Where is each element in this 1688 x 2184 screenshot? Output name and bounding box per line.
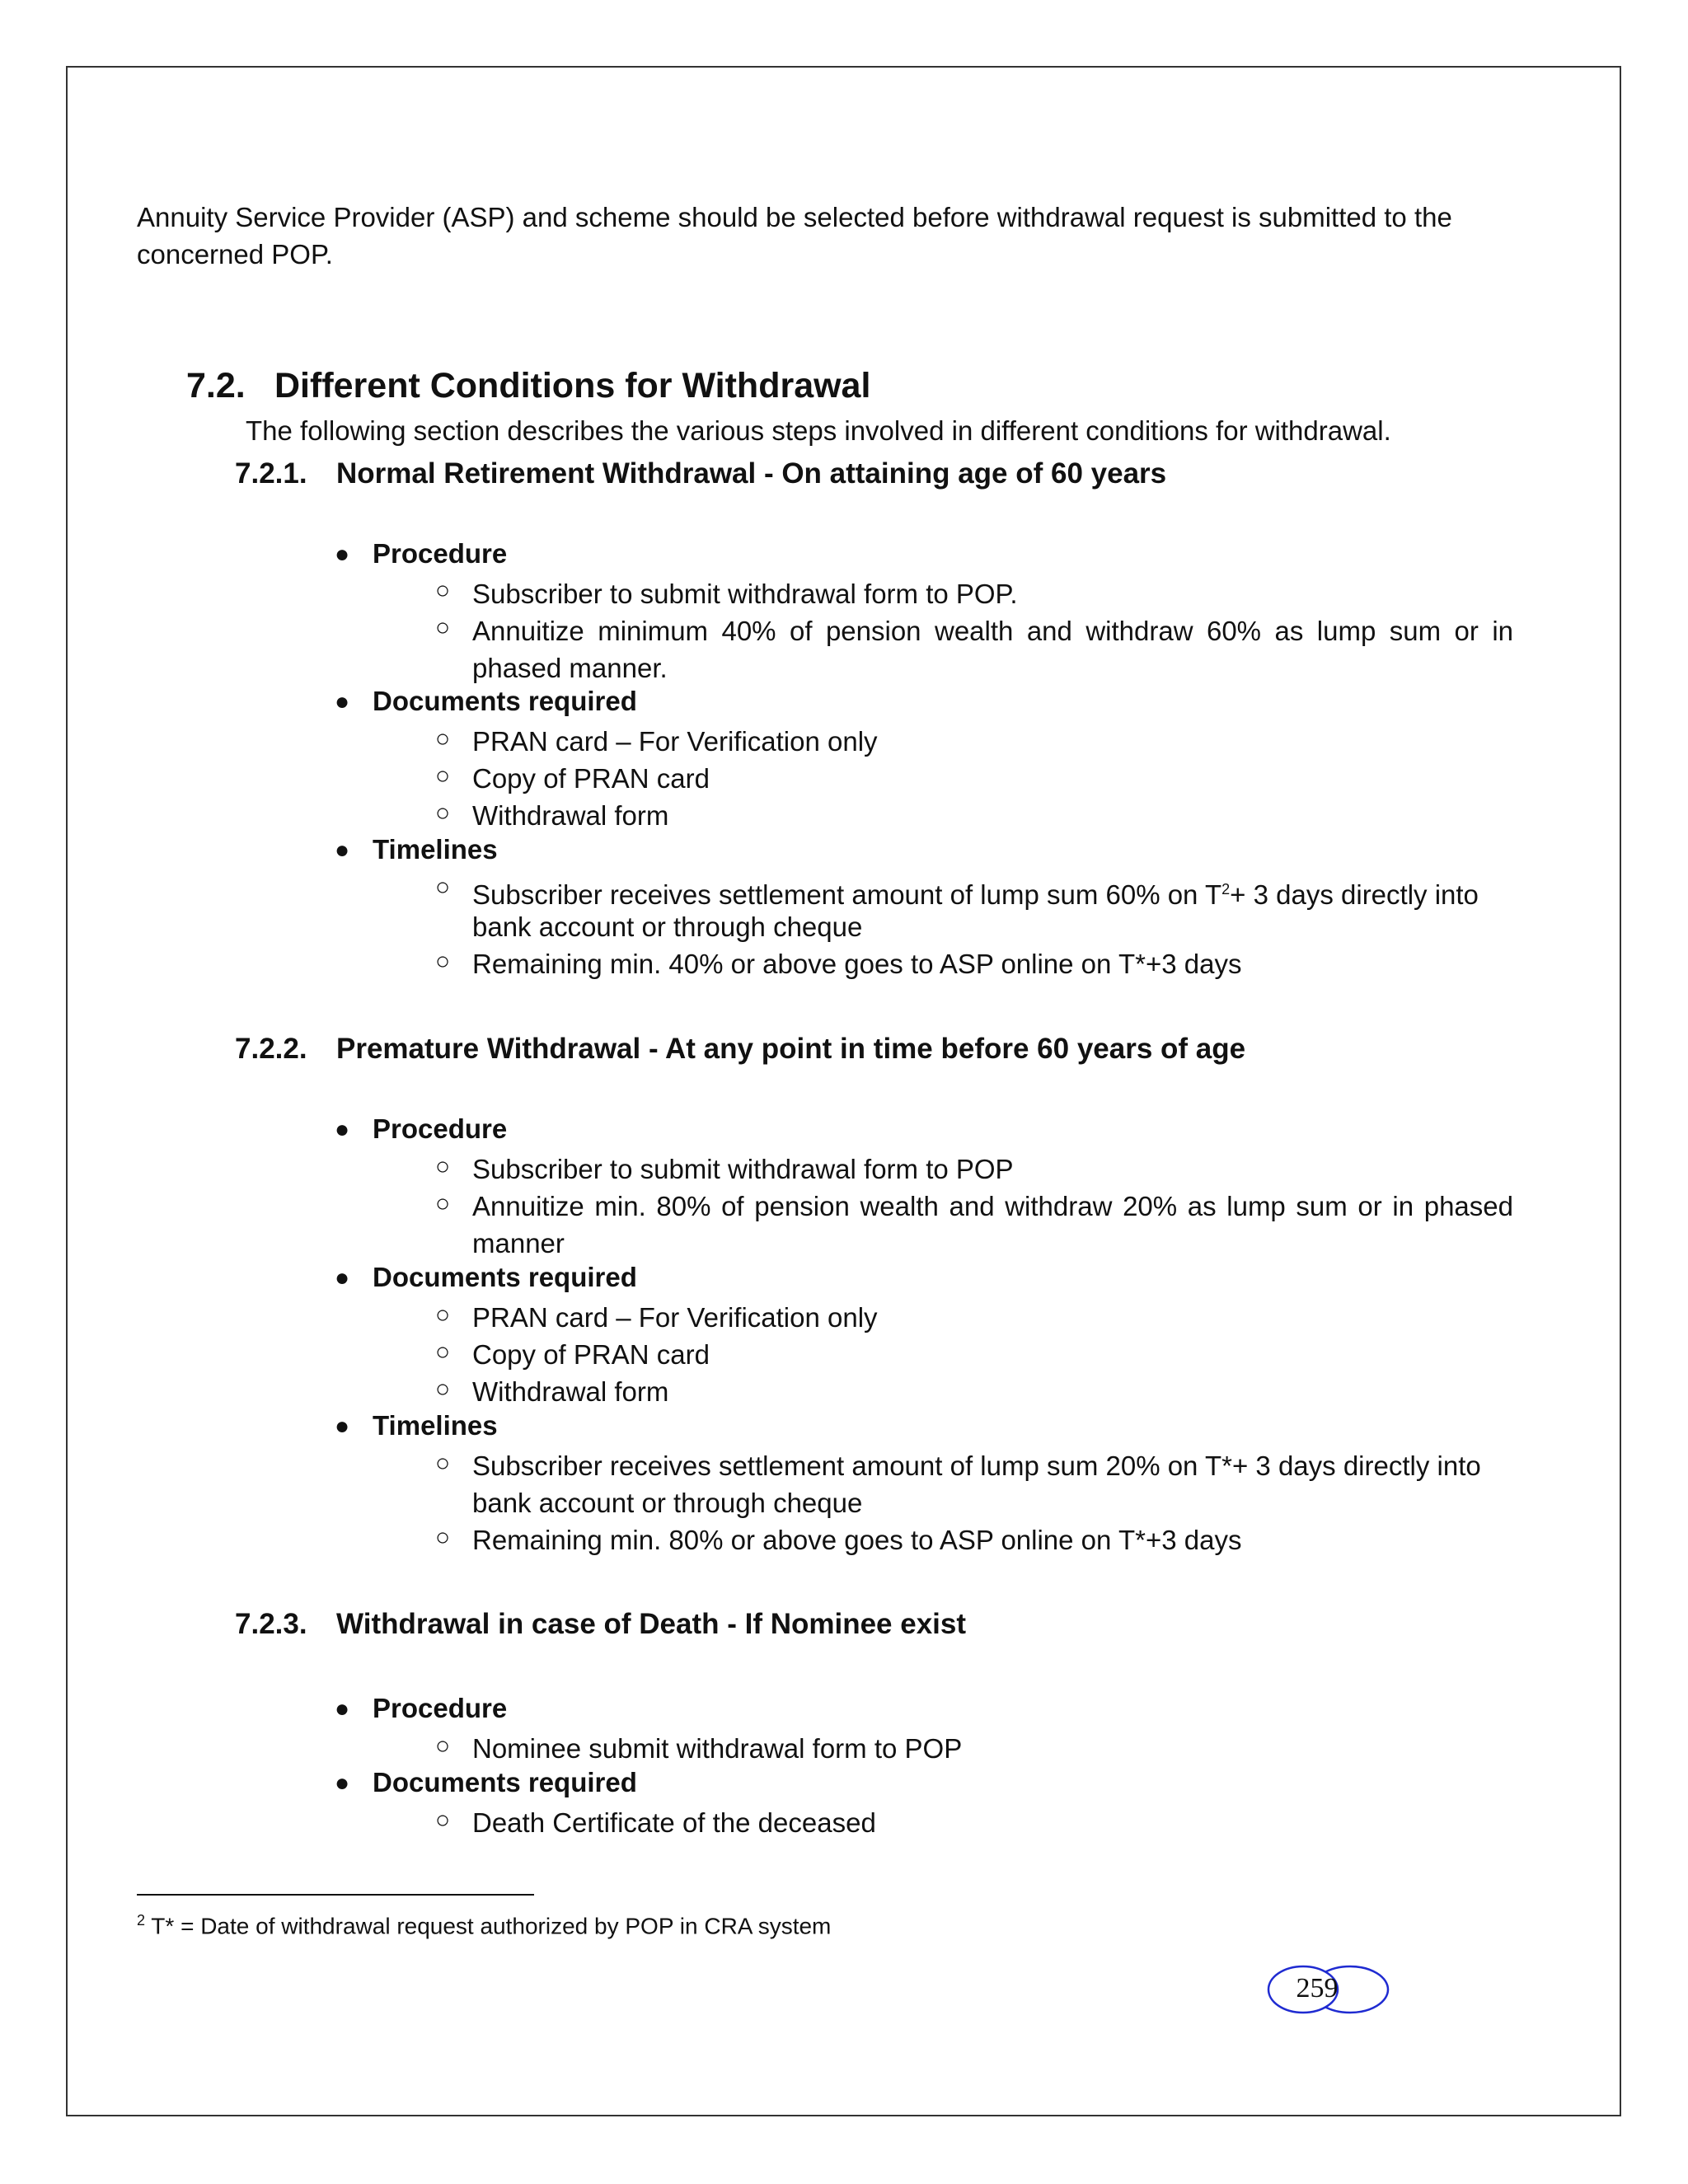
intro-line-1: Annuity Service Provider (ASP) and scheme should be selected before withdrawal request is submitted to the (137, 202, 1452, 232)
footnote-text: T* = Date of withdrawal request authorized by POP in CRA system (151, 1913, 832, 1939)
list-item: Subscriber to submit withdrawal form to POP (472, 1154, 1014, 1184)
list-item: PRAN card – For Verification only (472, 1302, 878, 1333)
list-item: Death Certificate of the deceased (472, 1807, 876, 1838)
circle-bullet-icon: ○ (435, 1732, 451, 1760)
subsection-number: 7.2.1. (235, 457, 307, 490)
circle-bullet-icon: ○ (435, 1301, 451, 1329)
list-item: Subscriber receives settlement amount of lump sum 20% on T*+ 3 days directly into (472, 1451, 1481, 1481)
subsection-title: Premature Withdrawal - At any point in time before 60 years of age (336, 1033, 1246, 1065)
list-item: Remaining min. 80% or above goes to ASP online on T*+3 days (472, 1525, 1242, 1555)
circle-bullet-icon: ○ (435, 614, 451, 641)
intro-line-2: concerned POP. (137, 239, 333, 269)
list-item-continuation: bank account or through cheque (472, 1488, 863, 1518)
procedure-label: Procedure (373, 1693, 508, 1723)
section-title: Different Conditions for Withdrawal (274, 366, 871, 405)
documents-label: Documents required (373, 1262, 637, 1292)
subsection-number: 7.2.3. (235, 1608, 307, 1640)
page-number: 259 (1296, 1973, 1339, 2004)
documents-label: Documents required (373, 1767, 637, 1797)
bullet-dot-icon: ● (335, 1264, 350, 1291)
circle-bullet-icon: ○ (435, 577, 451, 604)
bullet-dot-icon: ● (335, 1413, 350, 1440)
list-item: PRAN card – For Verification only (472, 726, 878, 757)
subsection-title: Normal Retirement Withdrawal - On attaining age of 60 years (336, 457, 1167, 490)
list-item: Copy of PRAN card (472, 1339, 710, 1370)
list-item: Annuitize min. 80% of pension wealth and withdraw 20% as lump sum or in phased manner (472, 1191, 1513, 1258)
circle-bullet-icon: ○ (435, 1450, 451, 1477)
circle-bullet-icon: ○ (435, 725, 451, 752)
bullet-dot-icon: ● (335, 1769, 350, 1797)
circle-bullet-icon: ○ (435, 1190, 451, 1217)
list-item: Withdrawal form (472, 1376, 669, 1407)
timelines-label: Timelines (373, 834, 498, 865)
list-item: Subscriber to submit withdrawal form to POP. (472, 579, 1018, 609)
bullet-dot-icon: ● (335, 837, 350, 864)
bullet-dot-icon: ● (335, 1695, 350, 1722)
procedure-label: Procedure (373, 538, 508, 569)
list-item: Annuitize minimum 40% of pension wealth and withdraw 60% as lump sum or in phased manner. (472, 616, 1513, 683)
procedure-label: Procedure (373, 1113, 508, 1144)
footnote (137, 1912, 831, 1939)
documents-label: Documents required (373, 686, 637, 716)
section-number: 7.2. (186, 366, 246, 405)
circle-bullet-icon: ○ (435, 1376, 451, 1403)
bullet-dot-icon: ● (335, 688, 350, 715)
footnote-ref: 2 (1221, 881, 1231, 898)
circle-bullet-icon: ○ (435, 1524, 451, 1551)
timelines-label: Timelines (373, 1410, 498, 1441)
circle-bullet-icon: ○ (435, 1153, 451, 1180)
page-number-badge (1266, 1965, 1401, 2014)
bullet-dot-icon: ● (335, 541, 350, 568)
subsection-number: 7.2.2. (235, 1033, 307, 1065)
list-item: Copy of PRAN card (472, 763, 710, 794)
circle-bullet-icon: ○ (435, 1807, 451, 1834)
list-item: Remaining min. 40% or above goes to ASP online on T*+3 days (472, 949, 1242, 979)
circle-bullet-icon: ○ (435, 762, 451, 790)
circle-bullet-icon: ○ (435, 1338, 451, 1366)
section-description: The following section describes the various steps involved in different conditions for withdrawal. (246, 415, 1391, 446)
list-item: Nominee submit withdrawal form to POP (472, 1733, 963, 1764)
circle-bullet-icon: ○ (435, 948, 451, 975)
circle-bullet-icon: ○ (435, 799, 451, 827)
list-item-continuation: bank account or through cheque (472, 912, 863, 942)
footnote-marker: 2 (137, 1912, 146, 1929)
footnote-separator (137, 1894, 534, 1896)
bullet-dot-icon: ● (335, 1116, 350, 1143)
list-item: Subscriber receives settlement amount of lump sum 60% on T$^2$+ 3 days directly into (472, 879, 1479, 910)
list-item: Withdrawal form (472, 800, 669, 831)
subsection-title: Withdrawal in case of Death - If Nominee exist (336, 1608, 967, 1640)
circle-bullet-icon: ○ (435, 874, 451, 901)
